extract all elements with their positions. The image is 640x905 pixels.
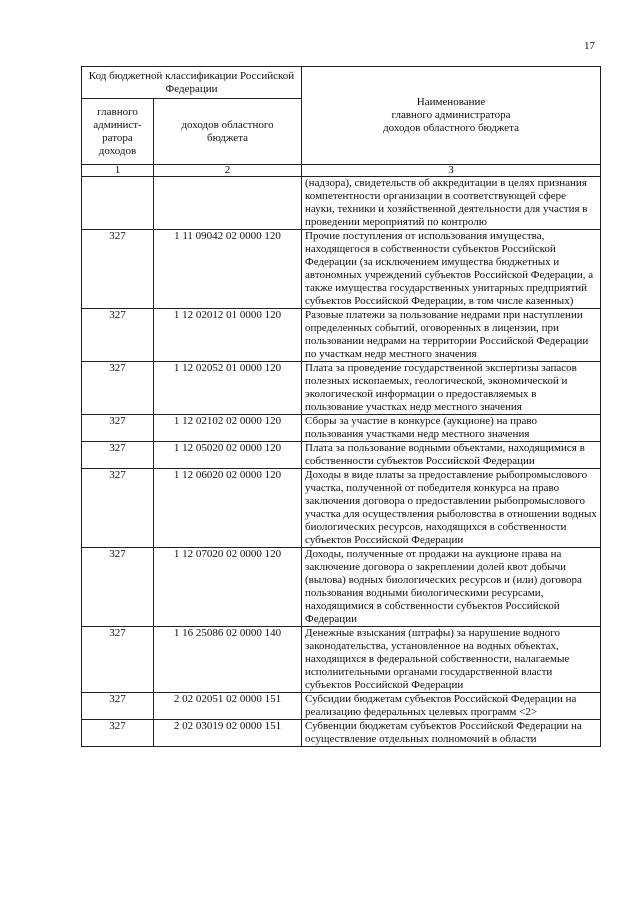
admin-code-cell: 327	[82, 720, 154, 747]
income-code-cell: 1 12 02052 01 0000 120	[154, 362, 302, 415]
column-number-2: 2	[154, 165, 302, 177]
header-income-column: доходов областного бюджета	[154, 99, 302, 165]
income-name-cell: Субвенции бюджетам субъектов Российской Федерации на осуществление отдельных полномочий в области	[302, 720, 601, 747]
income-name-cell: Плата за проведение государственной экспертизы запасов полезных ископаемых, геологической, экономической и экологической информации о предоставляемых в пользование участках недр местного значения	[302, 362, 601, 415]
admin-code-cell: 327	[82, 693, 154, 720]
income-code-cell: 1 12 06020 02 0000 120	[154, 469, 302, 548]
header-admin-column: главного админист- ратора доходов	[82, 99, 154, 165]
table-row	[82, 627, 601, 693]
table-row	[82, 442, 601, 469]
income-code-cell: 1 16 25086 02 0000 140	[154, 627, 302, 693]
table-row	[82, 362, 601, 415]
admin-code-cell: 327	[82, 362, 154, 415]
header-group-title: Код бюджетной классификации Российской Федерации	[82, 67, 302, 99]
admin-code-cell: 327	[82, 469, 154, 548]
income-name-cell: Разовые платежи за пользование недрами при наступлении определенных событий, оговоренных в лицензии, при пользовании недрами на территории Российской Федерации по участкам недр местного значения	[302, 309, 601, 362]
income-name-cell: (надзора), свидетельств об аккредитации в целях признания компетентности организации в соответствующей сфере науки, техники и хозяйственной деятельности для участия в проведении мероприятий по контролю	[302, 177, 601, 230]
admin-code-cell: 327	[82, 627, 154, 693]
column-number-3: 3	[302, 165, 601, 177]
table-row	[82, 415, 601, 442]
income-name-cell: Субсидии бюджетам субъектов Российской Федерации на реализацию федеральных целевых программ <2>	[302, 693, 601, 720]
income-code-cell: 1 11 09042 02 0000 120	[154, 230, 302, 309]
table-row	[82, 469, 601, 548]
income-code-cell	[154, 177, 302, 230]
income-name-cell: Доходы в виде платы за предоставление рыбопромыслового участка, полученной от победителя конкурса на право заключения договора о предоставлении рыбопромыслового участка для осуществления рыболовства в отношении водных биологических ресурсов, находящихся в собственности субъектов Российской Федерации	[302, 469, 601, 548]
header-name-column: Наименование главного администратора доходов областного бюджета	[302, 67, 601, 165]
admin-code-cell: 327	[82, 230, 154, 309]
admin-code-cell: 327	[82, 548, 154, 627]
admin-code-cell	[82, 177, 154, 230]
admin-code-cell: 327	[82, 415, 154, 442]
income-name-cell: Плата за пользование водными объектами, находящимися в собственности субъектов Российской Федерации	[302, 442, 601, 469]
page-number: 17	[584, 40, 595, 52]
income-name-cell: Денежные взыскания (штрафы) за нарушение водного законодательства, установленное на водных объектах, находящихся в федеральной собственности, налагаемые исполнительными органами государственной власти субъектов Российской Федерации	[302, 627, 601, 693]
table-row	[82, 230, 601, 309]
income-code-cell: 1 12 07020 02 0000 120	[154, 548, 302, 627]
income-code-cell: 1 12 02102 02 0000 120	[154, 415, 302, 442]
income-name-cell: Сборы за участие в конкурсе (аукционе) на право пользования участками недр местного значения	[302, 415, 601, 442]
table-row	[82, 177, 601, 230]
admin-code-cell: 327	[82, 442, 154, 469]
table-row	[82, 309, 601, 362]
admin-code-cell: 327	[82, 309, 154, 362]
income-code-cell: 2 02 03019 02 0000 151	[154, 720, 302, 747]
column-number-1: 1	[82, 165, 154, 177]
income-name-cell: Прочие поступления от использования имущества, находящегося в собственности субъектов Российской Федерации (за исключением имущества бюджетных и автономных учреждений субъектов Российской Федерации, а также имущества государственных унитарных предприятий субъектов Российской Федерации, в том числе казенных)	[302, 230, 601, 309]
table-row	[82, 693, 601, 720]
income-name-cell: Доходы, полученные от продажи на аукционе права на заключение договора о закреплении долей квот добычи (вылова) водных биологических ресурсов и (или) договора пользования водными биологическими ресурсами, находящимися в собственности субъектов Российской Федерации	[302, 548, 601, 627]
table-row	[82, 548, 601, 627]
budget-classification-table	[81, 66, 601, 747]
income-code-cell: 2 02 02051 02 0000 151	[154, 693, 302, 720]
income-code-cell: 1 12 05020 02 0000 120	[154, 442, 302, 469]
income-code-cell: 1 12 02012 01 0000 120	[154, 309, 302, 362]
table-row	[82, 720, 601, 747]
